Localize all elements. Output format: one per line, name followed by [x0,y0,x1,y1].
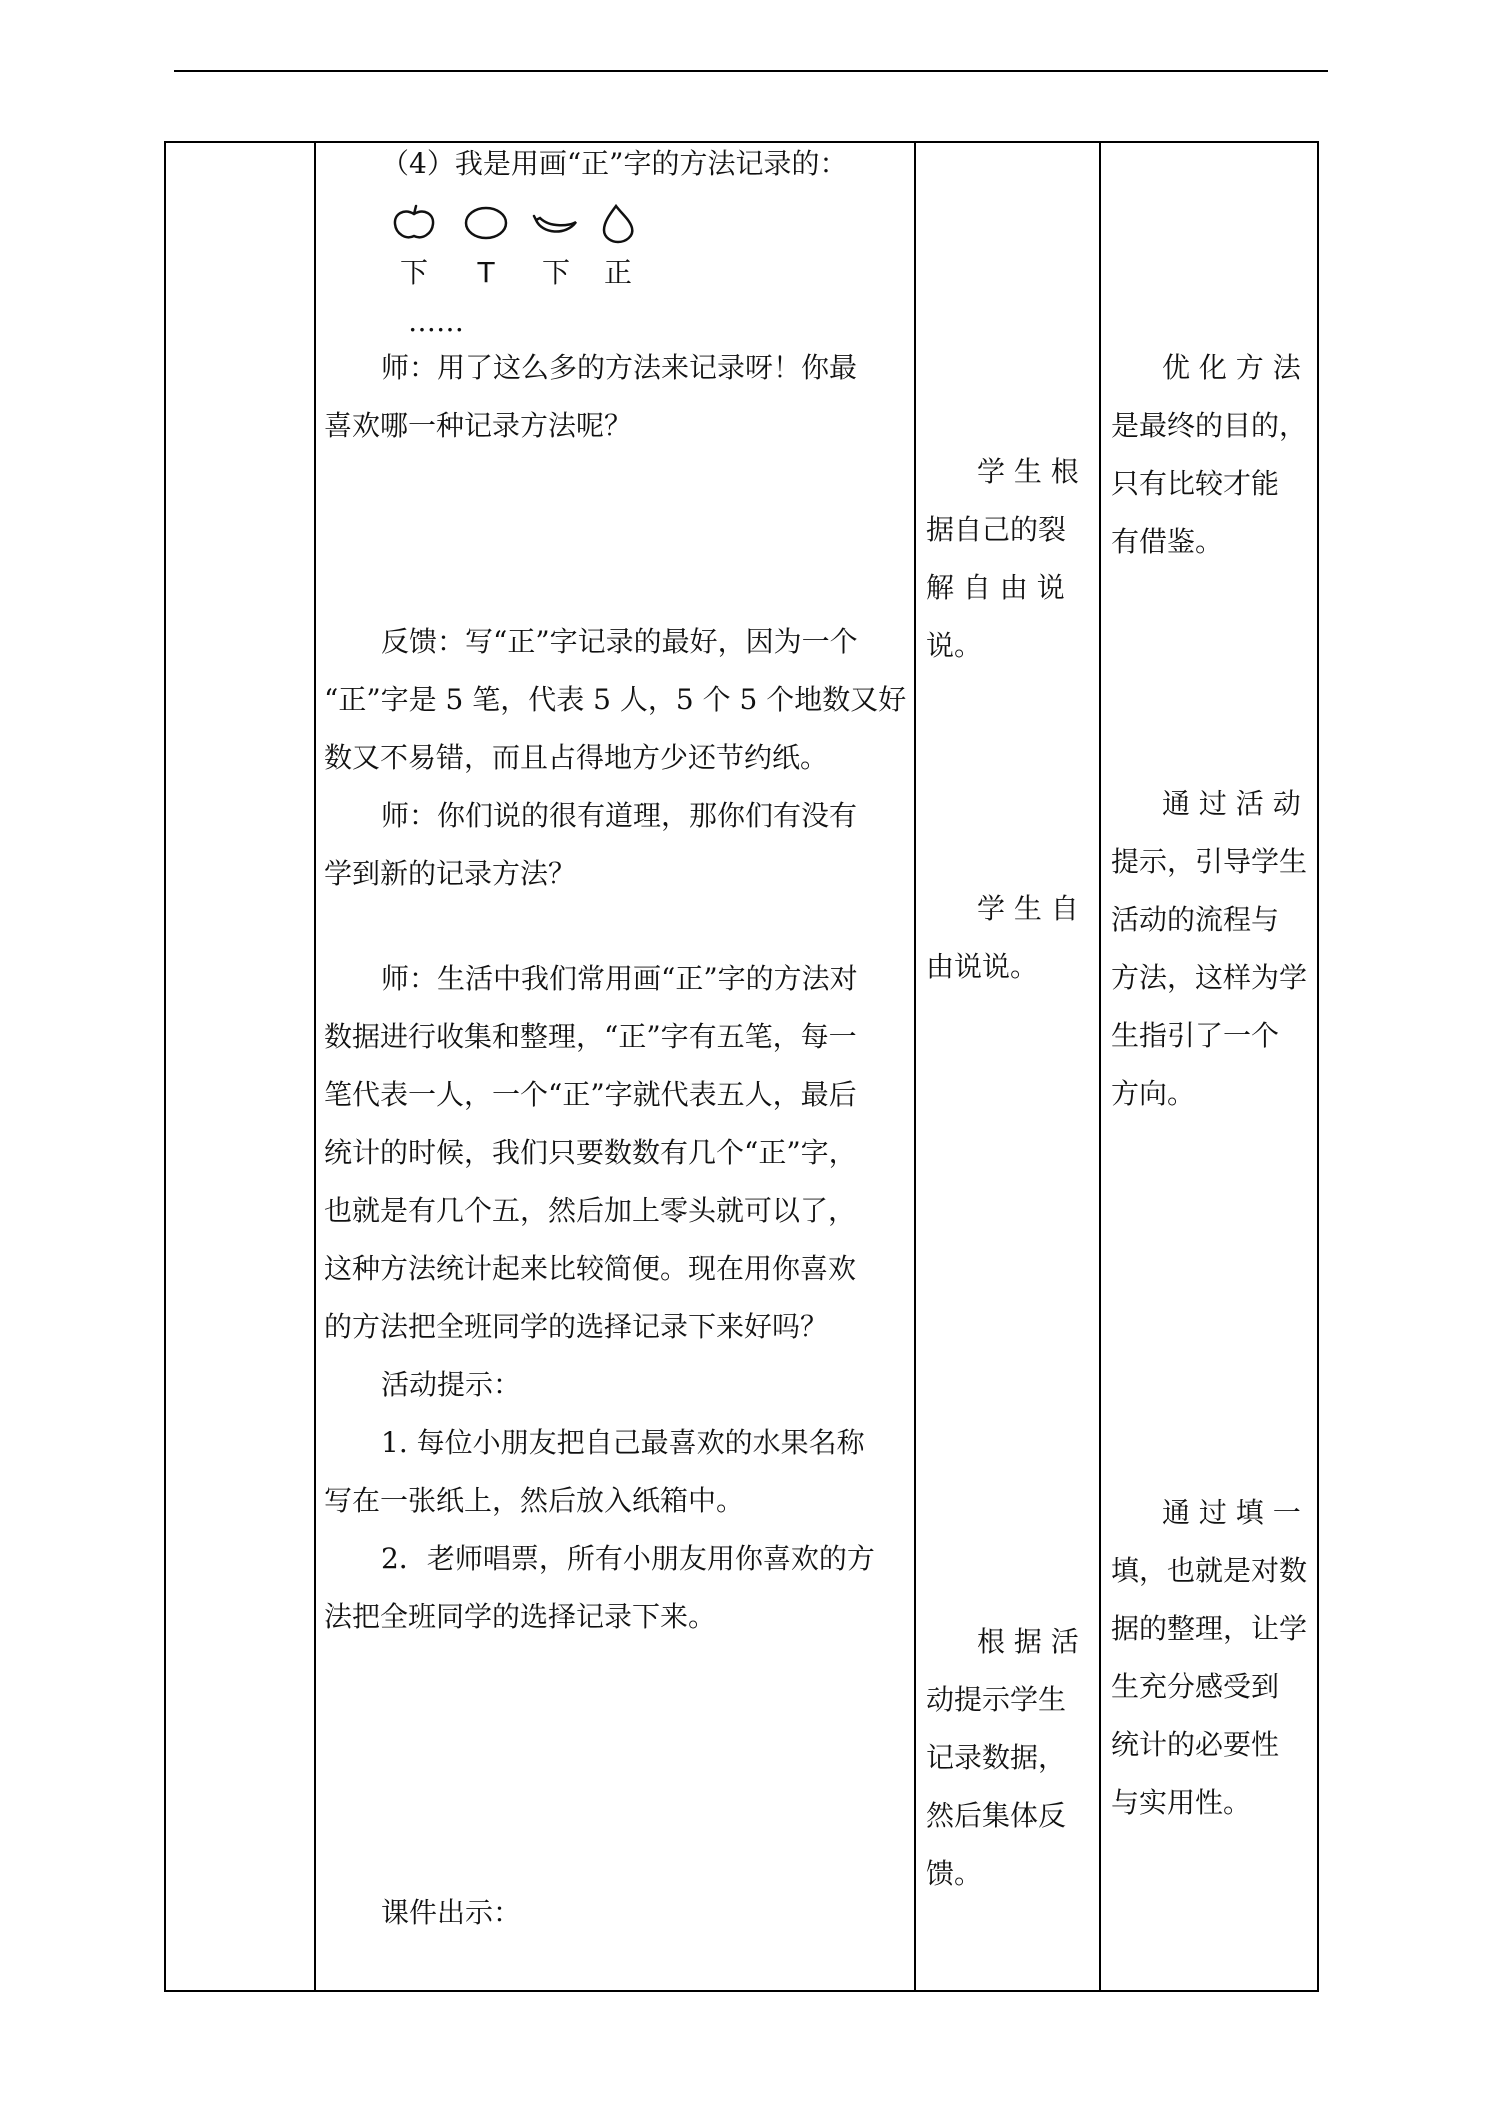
intent-1-line-3: 只有比较才能 [1111,467,1280,500]
feedback-line-3: 数又不易错，而且占得地方少还节约纸。 [324,741,829,774]
feedback-line-1: 反馈：写“正”字记录的最好，因为一个 [381,625,858,658]
table-bottom-border [164,1990,1319,1992]
teacher-life-line-4: 统计的时候，我们只要数数有几个“正”字， [324,1136,857,1169]
intent-2-line-6: 方向。 [1111,1077,1196,1110]
intent-3-line-2: 填，也就是对数 [1111,1554,1308,1587]
teacher-life-line-2: 数据进行收集和整理，“正”字有五笔，每一 [324,1020,857,1053]
teacher-new-line-2: 学到新的记录方法？ [324,857,577,890]
pear-icon [604,206,632,242]
intent-1-line-4: 有借鉴。 [1111,525,1224,558]
teacher-ask-line-2: 喜欢哪一种记录方法呢？ [324,409,633,442]
intent-3-line-5: 统计的必要性 [1111,1728,1280,1761]
apple-icon [395,206,433,237]
teacher-life-line-5: 也就是有几个五，然后加上零头就可以了， [324,1194,857,1227]
table-col-divider-2 [914,141,916,1992]
intent-2-line-5: 生指引了一个 [1111,1019,1280,1052]
teacher-life-line-7: 的方法把全班同学的选择记录下来好吗？ [324,1310,829,1343]
table-col-divider-0 [164,141,166,1992]
record-heading: （4）我是用画“正”字的方法记录的： [381,147,848,180]
intent-2-line-1: 通 过 活 动 [1162,787,1301,820]
student-3-line-1: 根 据 活 [977,1625,1079,1658]
table-col-divider-1 [314,141,316,1992]
student-2-line-1: 学 生 自 [977,892,1079,925]
feedback-line-2: “正”字是 5 笔，代表 5 人，5 个 5 个地数又好 [324,683,907,716]
table-col-divider-3 [1099,141,1101,1992]
intent-3-line-4: 生充分感受到 [1111,1670,1280,1703]
intent-2-line-3: 活动的流程与 [1111,903,1280,936]
student-3-line-5: 馈。 [926,1857,983,1890]
header-rule [174,70,1328,72]
student-1-line-3: 解 自 由 说 [926,571,1065,604]
activity-title: 活动提示： [381,1368,522,1401]
activity-2-line-2: 法把全班同学的选择记录下来。 [324,1600,717,1633]
student-1-line-4: 说。 [926,629,983,662]
banana-tally: 下 [541,256,571,289]
banana-icon [534,216,576,232]
orange-tally: T [477,256,495,289]
intent-3-line-3: 据的整理，让学 [1111,1612,1308,1645]
apple-tally: 下 [399,256,429,289]
pear-tally: 正 [603,256,633,289]
teacher-life-line-6: 这种方法统计起来比较简便。现在用你喜欢 [324,1252,857,1285]
student-3-line-3: 记录数据， [926,1741,1067,1774]
intent-3-line-6: 与实用性。 [1111,1786,1252,1819]
activity-2-line-1: 2．老师唱票，所有小朋友用你喜欢的方 [381,1542,875,1575]
intent-3-line-1: 通 过 填 一 [1162,1496,1301,1529]
orange-icon [466,208,506,238]
student-3-line-4: 然后集体反 [926,1799,1067,1832]
student-1-line-1: 学 生 根 [977,455,1079,488]
student-3-line-2: 动提示学生 [926,1683,1067,1716]
intent-1-line-2: 是最终的目的， [1111,409,1308,442]
courseware-label: 课件出示： [381,1896,522,1929]
table-col-divider-4 [1317,141,1319,1992]
teacher-life-line-1: 师：生活中我们常用画“正”字的方法对 [381,962,858,995]
fruit-tally-figure [390,200,650,290]
activity-1-line-2: 写在一张纸上，然后放入纸箱中。 [324,1484,745,1517]
student-1-line-2: 据自己的裂 [926,513,1067,546]
teacher-life-line-3: 笔代表一人，一个“正”字就代表五人，最后 [324,1078,857,1111]
intent-2-line-2: 提示，引导学生 [1111,845,1308,878]
intent-1-line-1: 优 化 方 法 [1162,351,1301,384]
teacher-new-line-1: 师：你们说的很有道理，那你们有没有 [381,799,858,832]
intent-2-line-4: 方法，这样为学 [1111,961,1308,994]
student-2-line-2: 由说说。 [926,950,1039,983]
activity-1-line-1: 1. 每位小朋友把自己最喜欢的水果名称 [381,1426,865,1459]
teacher-ask-line-1: 师：用了这么多的方法来记录呀！你最 [381,351,858,384]
ellipsis: …… [408,305,464,338]
